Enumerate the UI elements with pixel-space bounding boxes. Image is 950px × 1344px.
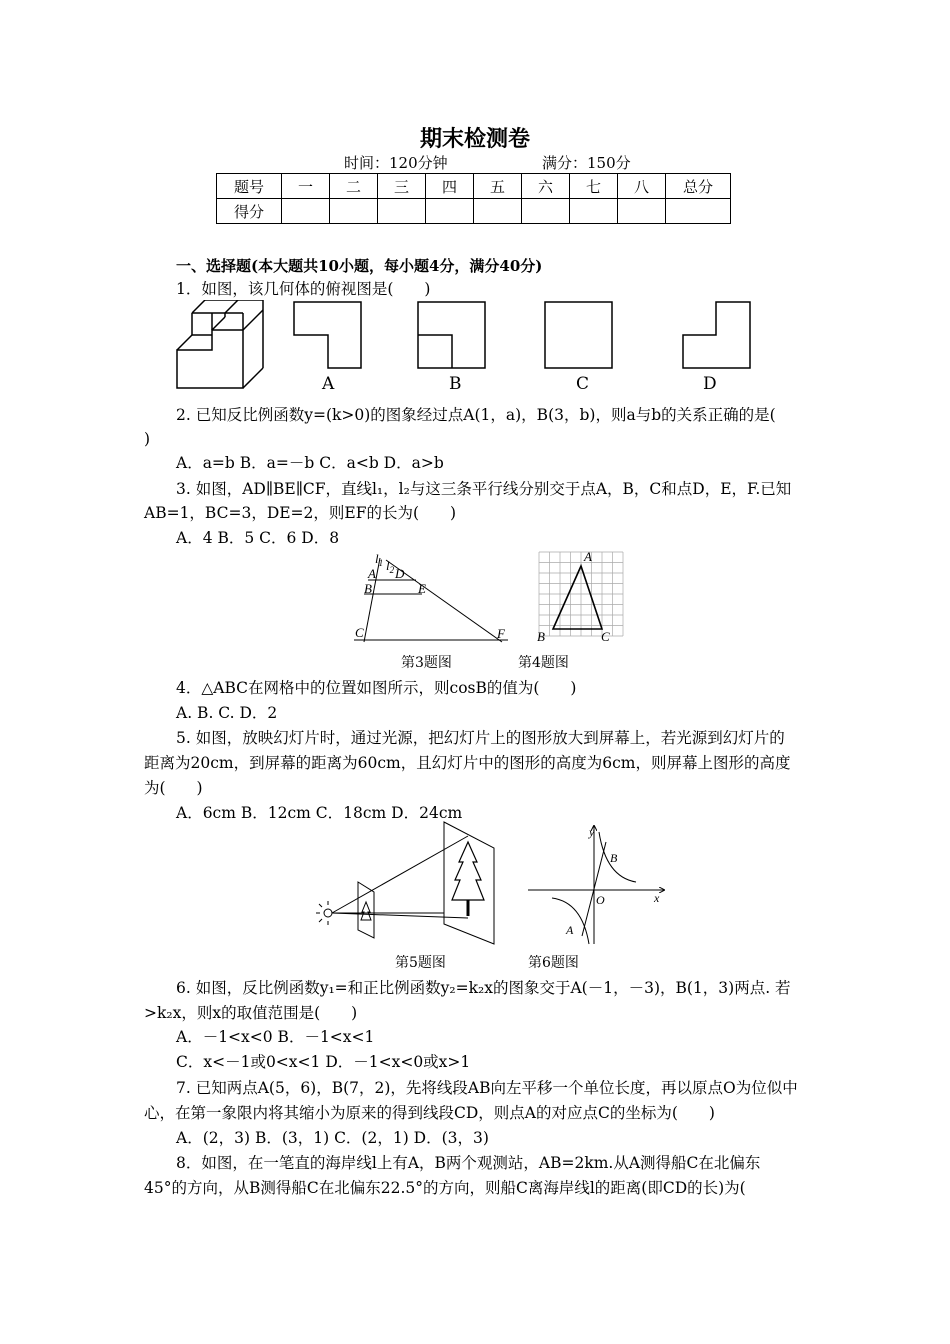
- score-blank: [282, 199, 330, 224]
- question-2-line-2: ): [144, 430, 151, 448]
- score-blank: [330, 199, 378, 224]
- q3-figure: [350, 554, 515, 646]
- label-C: C: [601, 629, 610, 644]
- score-blank: [666, 199, 731, 224]
- label-l1: $l_1$: [375, 554, 384, 568]
- question-2-options: A．a=b B．a=－b C．a<b D．a>b: [176, 454, 444, 472]
- question-5-line-3: 为( ): [144, 779, 203, 797]
- option-a-shape: [294, 302, 361, 368]
- label-B: B: [537, 629, 545, 644]
- score-table-cell: 三: [378, 174, 426, 199]
- option-b-label: B: [449, 374, 462, 394]
- question-3-line-1: 3. 如图，AD∥BE∥CF，直线l₁，l₂与这三条平行线分别交于点A，B，C和点D，E，F.已知: [176, 480, 792, 498]
- question-7-line-1: 7. 已知两点A(5，6)，B(7，2)，先将线段AB向左平移一个单位长度，再以原点O为位似中: [176, 1079, 798, 1097]
- question-7-options: A．(2，3) B．(3，1) C．(2，1) D．(3，3): [176, 1129, 489, 1147]
- label-A: A: [566, 923, 574, 937]
- page-title: 期末检测卷: [419, 126, 530, 152]
- option-c-label: C: [576, 374, 590, 394]
- label-l2: $l_2$: [386, 558, 395, 575]
- time-limit: 时间：120分钟: [344, 154, 448, 172]
- question-4-options: A. B. C. D．2: [176, 704, 278, 722]
- question-5-line-1: 5. 如图，放映幻灯片时，通过光源，把幻灯片上的图形放大到屏幕上，若光源到幻灯片的: [176, 729, 785, 747]
- question-4: 4．△ABC在网格中的位置如图所示，则cosB的值为( ): [176, 679, 577, 697]
- label-A: A: [368, 566, 376, 581]
- question-2-line-1: 2. 已知反比例函数y=(k>0)的图象经过点A(1，a)，B(3，b)，则a与b的关系正确的是(: [176, 406, 776, 424]
- question-3-line-2: AB=1，BC=3，DE=2，则EF的长为( ): [144, 504, 457, 522]
- option-a-label: A: [322, 374, 335, 394]
- score-table-cell: 七: [570, 174, 618, 199]
- label-C: C: [355, 625, 364, 640]
- question-6-options-1: A．－1<x<0 B．－1<x<1: [176, 1028, 375, 1046]
- question-5-line-2: 距离为20cm，到屏幕的距离为60cm，且幻灯片中的图形的高度为6cm，则屏幕上图形的高度: [144, 754, 791, 772]
- option-b-inner: [418, 335, 452, 368]
- score-table-cell: 题号: [217, 174, 282, 199]
- score-blank: [426, 199, 474, 224]
- hyperbola-branch-1: [599, 832, 636, 882]
- score-blank: [618, 199, 666, 224]
- solid-edge: [212, 317, 225, 330]
- question-3-options: A．4 B．5 C．6 D．8: [176, 529, 340, 547]
- slide-tree: [361, 902, 371, 920]
- q6-figure: [524, 822, 672, 946]
- caption-fig4: 第4题图: [518, 655, 569, 671]
- caption-fig6: 第6题图: [528, 955, 579, 971]
- label-B: B: [610, 851, 618, 865]
- question-7-line-2: 心，在第一象限内将其缩小为原来的得到线段CD，则点A的对应点C的坐标为( ): [144, 1104, 715, 1122]
- screen: [444, 822, 494, 944]
- solid-edge: [225, 300, 238, 313]
- question-8-line-1: 8．如图，在一笔直的海岸线l上有A，B两个观测站，AB=2km.从A测得船C在北偏东: [176, 1154, 761, 1172]
- full-score: 满分：150分: [542, 154, 631, 172]
- light-source: [324, 909, 332, 917]
- projection-line: [332, 836, 468, 913]
- solid-edge: [192, 300, 205, 313]
- solid-edge: [243, 310, 263, 330]
- label-A: A: [584, 549, 592, 564]
- label-y: y: [589, 825, 595, 839]
- light-rays: [316, 901, 328, 925]
- score-table-header-row: [217, 174, 731, 199]
- question-6-line-2: >k₂x，则x的取值范围是( ): [144, 1004, 358, 1022]
- label-O: O: [596, 893, 605, 907]
- score-table-cell: 总分: [666, 174, 731, 199]
- question-1: 1．如图，该几何体的俯视图是( ): [176, 280, 431, 298]
- score-table-cell: 四: [426, 174, 474, 199]
- hyperbola-branch-2: [552, 898, 589, 944]
- question-6-options-2: C．x<－1或0<x<1 D．－1<x<0或x>1: [176, 1053, 471, 1071]
- q5-figure: [316, 820, 506, 948]
- label-F: F: [497, 626, 505, 641]
- projection-line: [332, 913, 468, 918]
- score-blank: [474, 199, 522, 224]
- solid-step-edge: [177, 335, 192, 350]
- score-table: [216, 173, 731, 224]
- option-d-label: D: [703, 374, 717, 394]
- caption-fig3: 第3题图: [401, 655, 452, 671]
- score-blank: [570, 199, 618, 224]
- label-B: B: [364, 581, 372, 596]
- solid-edge: [243, 368, 263, 388]
- label-x: x: [654, 891, 660, 905]
- option-d-shape: [683, 302, 750, 368]
- q4-figure: [534, 548, 630, 646]
- score-table-cell: 六: [522, 174, 570, 199]
- question-6-line-1: 6. 如图，反比例函数y₁=和正比例函数y₂=k₂x的图象交于A(－1，－3)，B(1，3)两点. 若: [176, 979, 791, 997]
- question-8-line-2: 45°的方向，从B测得船C在北偏东22.5°的方向，则船C离海岸线l的距离(即CD的长)为(: [144, 1179, 746, 1197]
- score-table-cell: 八: [618, 174, 666, 199]
- label-E: E: [418, 581, 426, 596]
- score-blank: [522, 199, 570, 224]
- section-heading: 一、选择题(本大题共10小题，每小题4分，满分40分): [176, 257, 543, 275]
- label-D: D: [395, 566, 405, 581]
- option-c-shape: [545, 302, 612, 368]
- q1-figure: [170, 300, 770, 398]
- question-5-options: A．6cm B．12cm C．18cm D．24cm: [176, 804, 463, 822]
- score-blank: [378, 199, 426, 224]
- score-table-cell: 二: [330, 174, 378, 199]
- screen-tree: [452, 842, 484, 900]
- score-table-cell: 一: [282, 174, 330, 199]
- caption-fig5: 第5题图: [395, 955, 446, 971]
- score-table-score-row: [217, 199, 731, 224]
- score-table-cell: 得分: [217, 199, 282, 224]
- solid-front-face: [177, 330, 243, 388]
- score-table-cell: 五: [474, 174, 522, 199]
